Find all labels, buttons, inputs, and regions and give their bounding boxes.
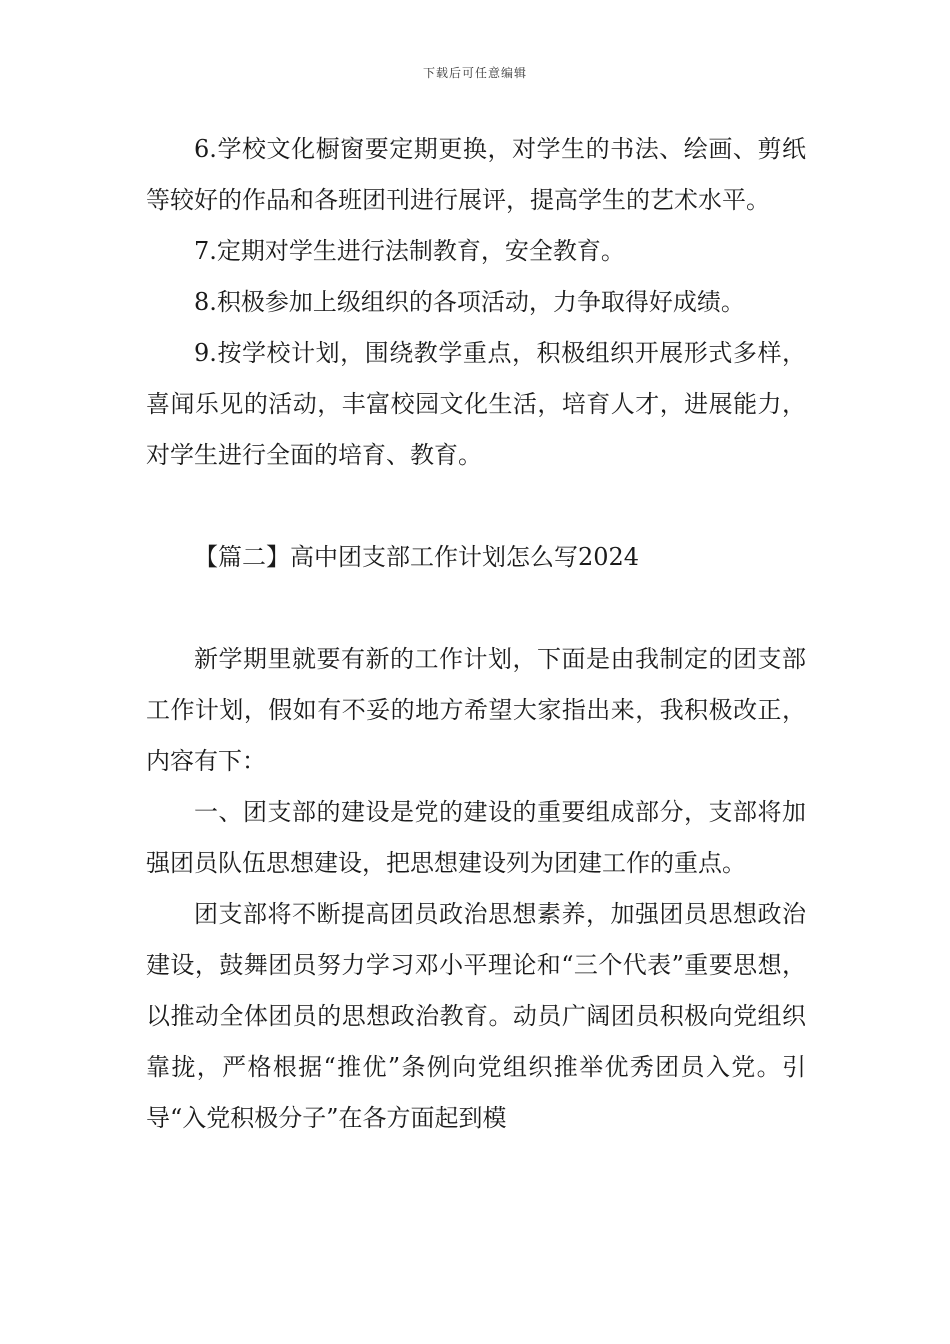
section-title: 【篇二】高中团支部工作计划怎么写2024 xyxy=(194,543,640,571)
paragraph-item-9: 9.按学校计划，围绕教学重点，积极组织开展形式多样，喜闻乐见的活动，丰富校园文化生活，培育人才，进展能力，对学生进行全面的培育、教育。 xyxy=(146,339,806,469)
paragraph-point-one-detail: 团支部将不断提高团员政治思想素养，加强团员思想政治建设，鼓舞团员努力学习邓小平理论和“三个代表”重要思想，以推动全体团员的思想政治教育。动员广阔团员积极向党组织靠拢，严格根据“推优”条例向党组织推举优秀团员入党。引导“入党积极分子”在各方面起到模 xyxy=(146,900,806,1132)
paragraph-item-6: 6.学校文化橱窗要定期更换，对学生的书法、绘画、剪纸等较好的作品和各班团刊进行展评，提高学生的艺术水平。 xyxy=(146,135,806,214)
paragraph-point-one: 一、团支部的建设是党的建设的重要组成部分，支部将加强团员队伍思想建设，把思想建设列为团建工作的重点。 xyxy=(146,798,806,877)
paragraph-item-7: 7.定期对学生进行法制教育，安全教育。 xyxy=(194,237,625,265)
paragraph-item-8: 8.积极参加上级组织的各项活动，力争取得好成绩。 xyxy=(194,288,745,316)
document-body xyxy=(146,124,806,1144)
paragraph-intro: 新学期里就要有新的工作计划，下面是由我制定的团支部工作计划，假如有不妥的地方希望大家指出来，我积极改正，内容有下： xyxy=(146,645,806,775)
page-header: 下载后可任意编辑 xyxy=(422,66,527,80)
